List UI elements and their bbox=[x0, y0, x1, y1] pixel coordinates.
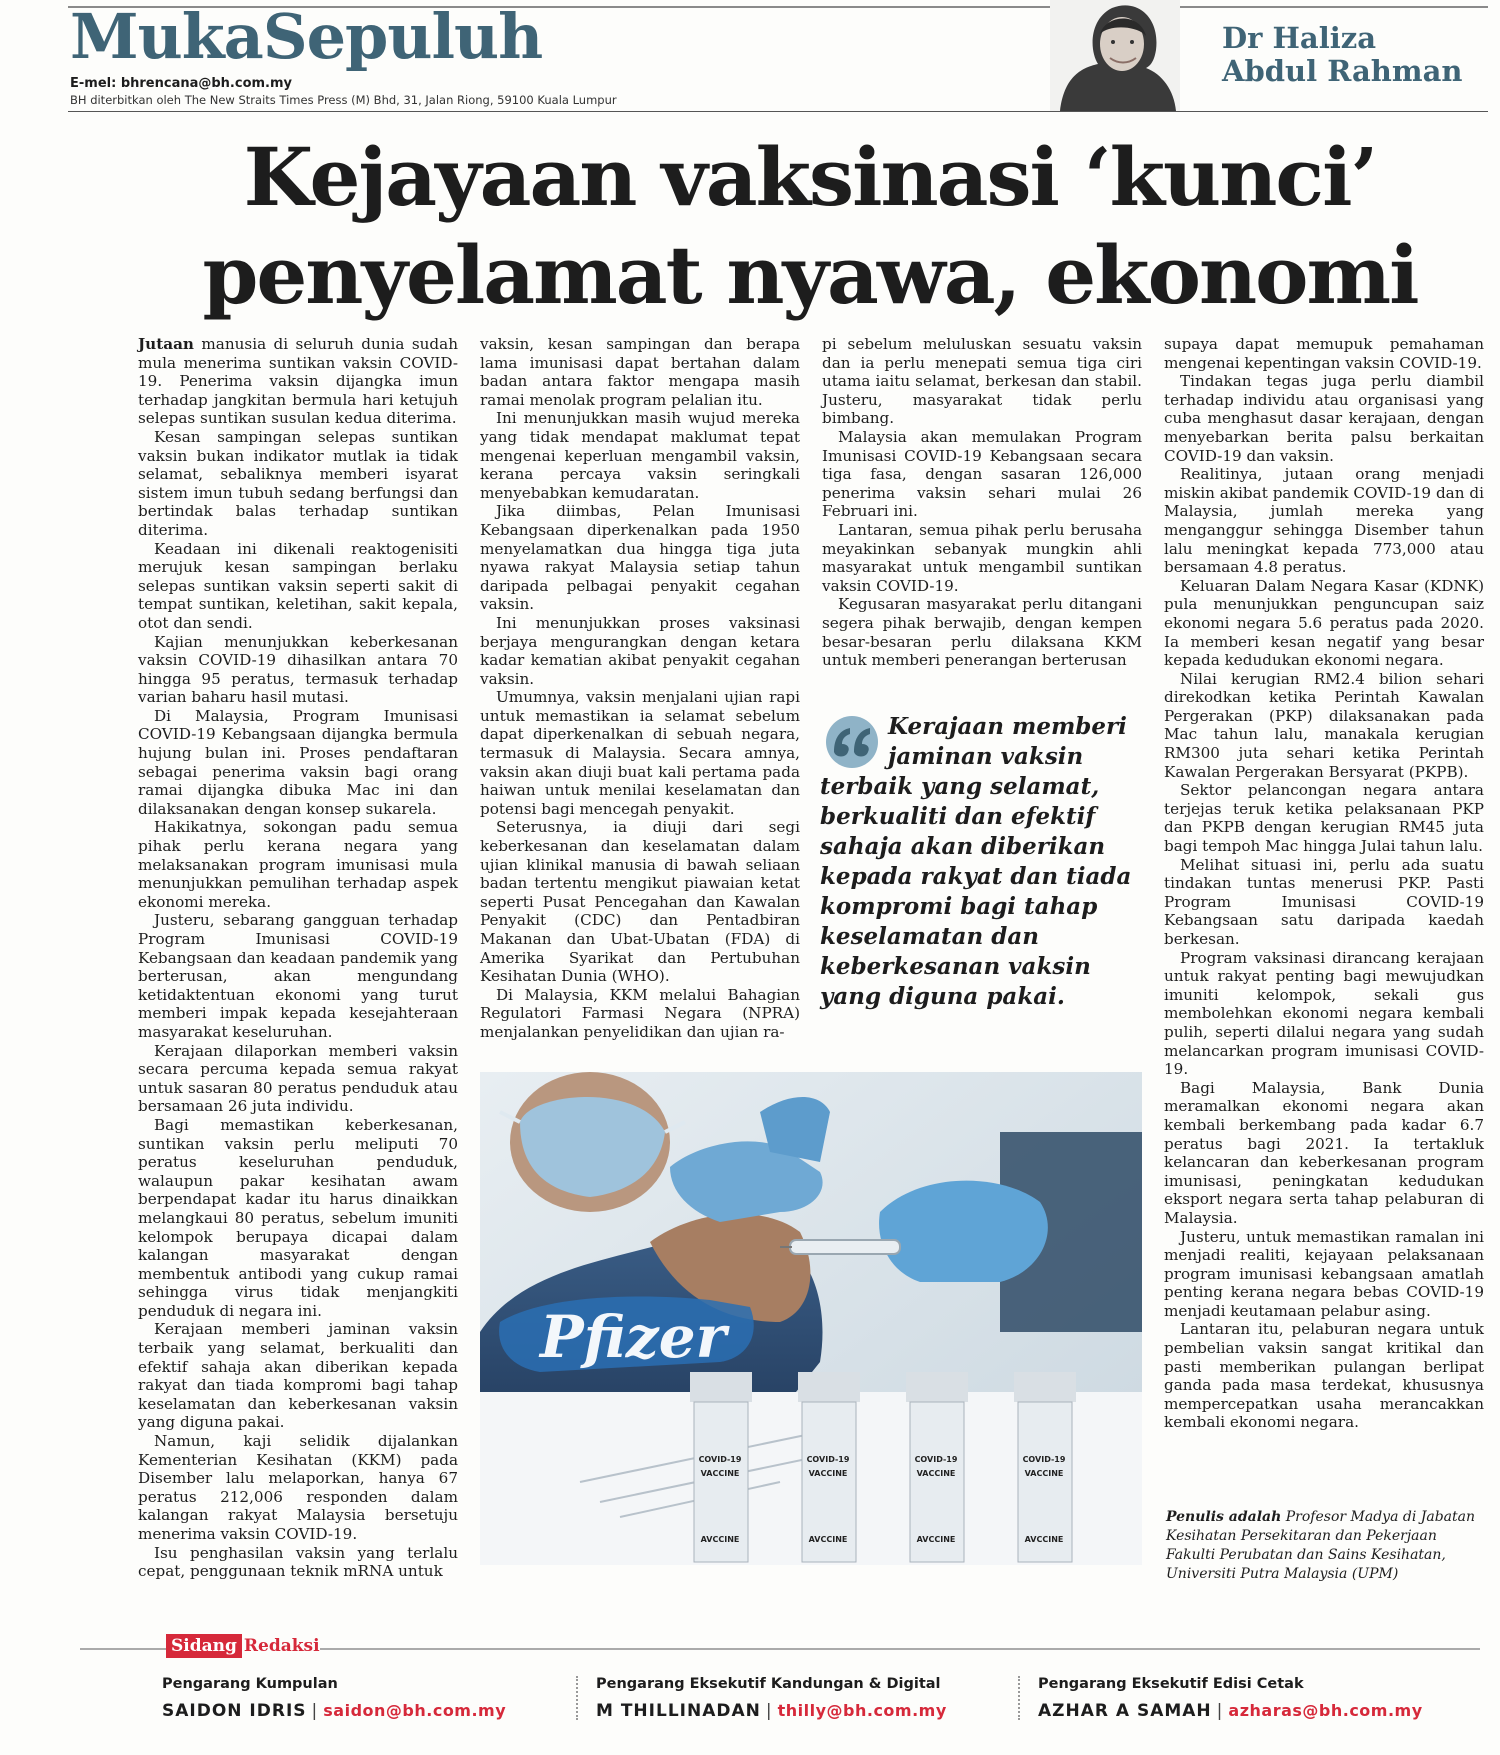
vial-label: VACCINE bbox=[916, 1469, 956, 1478]
editor-role: Pengarang Kumpulan bbox=[162, 1676, 338, 1692]
vial-label: AVCCINE bbox=[700, 1535, 740, 1544]
paragraph: Justeru, sebarang gangguan terhadap Program Imunisasi COVID-19 Kebangsaan dan keadaan pandemik yang berterusan, akan mengundang ketidaktentuan ekonomi yang turut memberi impak kepada kesejahteraan masyarakat keseluruhan. bbox=[138, 911, 458, 1041]
paragraph: Kajian menunjukkan keberkesanan vaksin COVID-19 dihasilkan antara 70 hingga 95 peratus, termasuk terhadap varian baharu hasil mutasi. bbox=[138, 632, 458, 707]
lead-word: Jutaan bbox=[138, 335, 194, 353]
paragraph: Kerajaan dilaporkan memberi vaksin secara percuma kepada semua rakyat untuk sasaran 80 peratus penduduk atau bersamaan 26 juta individu. bbox=[138, 1041, 458, 1116]
paragraph: Tindakan tegas juga perlu diambil terhadap individu atau organisasi yang cuba menghasut dasar kerajaan, dengan menyebarkan berita palsu berkaitan COVID-19 dan vaksin. bbox=[1164, 372, 1484, 465]
headline-line-2: penyelamat nyawa, ekonomi bbox=[202, 228, 1418, 322]
paragraph: supaya dapat memupuk pemahaman mengenai kepentingan vaksin COVID-19. bbox=[1164, 335, 1484, 372]
paragraph: Hakikatnya, sokongan padu semua pihak perlu kerana negara yang melaksanakan program imunisasi mula menunjukkan pemulihan terhadap aspek ekonomi mereka. bbox=[138, 818, 458, 911]
paragraph: Justeru, untuk memastikan ramalan ini menjadi realiti, kejayaan pelaksanaan program imunisasi kebangsaan amatlah penting kerana negara bebas COVID-19 menjadi keutamaan pelabur asing. bbox=[1164, 1227, 1484, 1320]
paragraph: Keadaan ini dikenali reaktogenisiti merujuk kesan sampingan berlaku selepas suntikan vaksin seperti sakit di tempat suntikan, keletihan, sakit kepala, otot dan sendi. bbox=[138, 539, 458, 632]
vial-label: AVCCINE bbox=[1024, 1535, 1064, 1544]
editor-credit: AZHAR A SAMAH | azharas@bh.com.my bbox=[1038, 1701, 1423, 1721]
author-first-name: Dr Haliza bbox=[1222, 21, 1377, 55]
publisher-line: BH diterbitkan oleh The New Straits Times Press (M) Bhd, 31, Jalan Riong, 59100 Kuala Lumpur bbox=[70, 93, 617, 107]
footer-divider bbox=[1018, 1676, 1020, 1720]
paragraph: Kegusaran masyarakat perlu ditangani segera pihak berwajib, dengan kempen besar-besaran perlu dilaksana KKM untuk memberi penerangan berterusan bbox=[822, 595, 1142, 670]
paragraph: Program vaksinasi dirancang kerajaan untuk rakyat penting bagi mewujudkan imuniti kelompok, sekali gus membolehkan ekonomi negara kembali pulih, seperti dilalui negara yang sudah melancarkan program imunisasi COVID-19. bbox=[1164, 948, 1484, 1079]
editor-email-link[interactable]: thilly@bh.com.my bbox=[777, 1701, 947, 1720]
paragraph: Di Malaysia, Program Imunisasi COVID-19 Kebangsaan dijangka bermula hujung bulan ini. Proses pendaftaran sebagai penerima vaksin bagi orang ramai dijangka dibuka Mac ini dan dilaksanakan dengan konsep sukarela. bbox=[138, 706, 458, 818]
paragraph: Lantaran, semua pihak perlu berusaha meyakinkan sebanyak mungkin ahli masyarakat untuk mengambil suntikan vaksin COVID-19. bbox=[822, 520, 1142, 595]
author-note-text: Profesor Madya di Jabatan Kesihatan Persekitaran dan Pekerjaan Fakulti Perubatan dan Sains Kesihatan, Universiti Putra Malaysia (UPM) bbox=[1166, 1509, 1476, 1582]
vial-label: VACCINE bbox=[700, 1469, 740, 1478]
editor-email-link[interactable]: saidon@bh.com.my bbox=[323, 1701, 507, 1720]
paragraph: Melihat situasi ini, perlu ada suatu tindakan tuntas menerusi PKP. Pasti Program Imunisasi COVID-19 Kebangsaan satu daripada kaedah berkesan. bbox=[1164, 855, 1484, 948]
paragraph: Kesan sampingan selepas suntikan vaksin bukan indikator mutlak ia tidak selamat, sebaliknya memberi isyarat sistem imun tubuh sedang berfungsi dan bertindak balas terhadap suntikan diterima. bbox=[138, 427, 458, 539]
paragraph: Umumnya, vaksin menjalani ujian rapi untuk memastikan ia selamat sebelum dapat diperkenalkan di sebuah negara, termasuk di Malaysia. Secara amnya, vaksin akan diuji buat kali pertama pada haiwan untuk menilai keselamatan dan potensi bagi mencegah penyakit. bbox=[480, 688, 800, 818]
paragraph: Kerajaan memberi jaminan vaksin terbaik yang selamat, berkualiti dan efektif sahaja akan diberikan kepada rakyat dan tiada kompromi bagi tahap keselamatan dan keberkesanan vaksin yang diguna pakai. bbox=[138, 1320, 458, 1432]
author-note-lead: Penulis adalah bbox=[1166, 1509, 1282, 1525]
paragraph: Nilai kerugian RM2.4 bilion sehari direkodkan ketika Perintah Kawalan Pergerakan (PKP) dilaksanakan pada Mac tahun lalu, manakala kerugian RM300 juta sehari ketika Perintah Kawalan Pergerakan Bersyarat (PKPB). bbox=[1164, 669, 1484, 781]
headline bbox=[0, 128, 1500, 324]
editor-name: M THILLINADAN bbox=[596, 1701, 761, 1721]
paragraph: Realitinya, jutaan orang menjadi miskin akibat pandemik COVID-19 dan di Malaysia, jumlah mereka yang menganggur sehingga Disember tahun lalu meningkat kepada 773,000 atau bersamaan 4.8 peratus. bbox=[1164, 465, 1484, 577]
editor-role: Pengarang Eksekutif Kandungan & Digital bbox=[596, 1676, 941, 1692]
vial-label: VACCINE bbox=[808, 1469, 848, 1478]
vial-label: COVID-19 bbox=[806, 1455, 850, 1464]
paragraph: pi sebelum meluluskan sesuatu vaksin dan ia perlu menepati semua tiga ciri utama iaitu selamat, berkesan dan stabil. Justeru, masyarakat tidak perlu bimbang. bbox=[822, 335, 1142, 428]
paragraph: Ini menunjukkan masih wujud mereka yang tidak mendapat maklumat tepat mengenai keperluan mengambil vaksin, kerana percaya vaksin seringkali menyebabkan kemudaratan. bbox=[480, 409, 800, 502]
vial-label: VACCINE bbox=[1024, 1469, 1064, 1478]
vial-label: COVID-19 bbox=[698, 1455, 742, 1464]
editor-credit: SAIDON IDRIS | saidon@bh.com.my bbox=[162, 1701, 507, 1721]
footer-divider bbox=[576, 1676, 578, 1720]
pull-quote-text: Kerajaan memberi jaminan vaksin terbaik yang selamat, berkualiti dan efektif sahaja akan diberikan kepada rakyat dan tiada kompromi bagi tahap keselamatan dan keberkesanan vaksin yang diguna pakai. bbox=[820, 713, 1132, 1010]
paragraph: Di Malaysia, KKM melalui Bahagian Regulatori Farmasi Negara (NPRA) menjalankan penyelidikan dan ujian ra- bbox=[480, 985, 800, 1041]
pull-quote bbox=[820, 712, 1142, 1012]
vial-label: COVID-19 bbox=[1022, 1455, 1066, 1464]
quote-mark-icon bbox=[820, 714, 884, 770]
paragraph: Keluaran Dalam Negara Kasar (KDNK) pula menunjukkan penguncupan saiz ekonomi negara 5.6 peratus pada 2020. Ia memberi kesan negatif yang besar kepada kedudukan ekonomi negara. bbox=[1164, 576, 1484, 670]
article-column-4 bbox=[1164, 335, 1484, 1485]
paragraph: Malaysia akan memulakan Program Imunisasi COVID-19 Kebangsaan secara tiga fasa, dengan sasaran 126,000 penerima vaksin sehari mulai 26 Februari ini. bbox=[822, 427, 1142, 521]
pfizer-logo: Pfizer bbox=[540, 1303, 727, 1371]
editor-name: AZHAR A SAMAH bbox=[1038, 1701, 1212, 1721]
paragraph: vaksin, kesan sampingan dan berapa lama imunisasi dapat bertahan dalam badan antara faktor mengapa masih ramai menolak program pelalian itu. bbox=[480, 335, 800, 409]
paragraph: Sektor pelancongan negara antara terjejas teruk ketika pelaksanaan PKP dan PKPB dengan kerugian RM45 juta bagi tempoh Mac hingga Julai tahun lalu. bbox=[1164, 781, 1484, 856]
vial-label: AVCCINE bbox=[916, 1535, 956, 1544]
section-email: E-mel: bhrencana@bh.com.my bbox=[70, 76, 293, 91]
paragraph: Bagi Malaysia, Bank Dunia meramalkan ekonomi negara akan kembali berkembang pada kadar 6.7 peratus bagi 2021. Ia tertakluk kelancaran dan keberkesanan program imunisasi, peningkatan kedudukan eksport negara serta tahap pelaburan di Malaysia. bbox=[1164, 1078, 1484, 1227]
editor-credit: M THILLINADAN | thilly@bh.com.my bbox=[596, 1701, 947, 1721]
headline-line-1: Kejayaan vaksinasi ‘kunci’ bbox=[243, 130, 1377, 224]
paragraph: Isu penghasilan vaksin yang terlalu cepat, penggunaan teknik mRNA untuk bbox=[138, 1543, 458, 1581]
editor-role: Pengarang Eksekutif Edisi Cetak bbox=[1038, 1676, 1304, 1692]
editorial-board-badge: Sidang Redaksi bbox=[166, 1636, 320, 1656]
editor-name: SAIDON IDRIS bbox=[162, 1701, 307, 1721]
paragraph: Bagi memastikan keberkesanan, suntikan vaksin perlu meliputi 70 peratus keseluruhan penduduk, walaupun pakar kesihatan awam berpendapat kadar itu harus dinaikkan melangkaui 80 peratus, sebelum imuniti kelompok berupaya dicapai dalam kalangan masyarakat dengan membentuk antibodi yang cukup ramai sehingga virus tidak menjangkiti penduduk di negara ini. bbox=[138, 1115, 458, 1320]
paragraph: Seterusnya, ia diuji dari segi keberkesanan dan keselamatan dalam ujian klinikal manusia di bawah seliaan badan tertentu mengikut piawaian ketat seperti Pusat Pencegahan dan Kawalan Penyakit (CDC) dan Pentadbiran Makanan dan Ubat-Ubatan (FDA) di Amerika Syarikat dan Pertubuhan Kesihatan Dunia (WHO). bbox=[480, 818, 800, 986]
vial-label: COVID-19 bbox=[914, 1455, 958, 1464]
editor-email-link[interactable]: azharas@bh.com.my bbox=[1228, 1701, 1423, 1720]
section-title: MukaSepuluh bbox=[70, 0, 543, 73]
vaccination-photo bbox=[480, 1072, 1142, 1565]
header-rule bbox=[68, 111, 1488, 112]
article-column-1 bbox=[138, 335, 458, 1585]
author-photo bbox=[1050, 0, 1180, 111]
paragraph: Ini menunjukkan proses vaksinasi berjaya mengurangkan dengan ketara kadar kematian akibat penyakit cegahan vaksin. bbox=[480, 613, 800, 688]
paragraph: Jika diimbas, Pelan Imunisasi Kebangsaan diperkenalkan pada 1950 menyelamatkan dua hingga tiga juta nyawa rakyat Malaysia setiap tahun daripada pelbagai penyakit cegahan vaksin. bbox=[480, 502, 800, 614]
vial-label: AVCCINE bbox=[808, 1535, 848, 1544]
author-note bbox=[1166, 1508, 1488, 1584]
article-column-3 bbox=[822, 335, 1142, 670]
paragraph: Namun, kaji selidik dijalankan Kementerian Kesihatan (KKM) pada Disember lalu melaporkan, hanya 67 peratus 212,006 responden dalam kalangan rakyat Malaysia bersetuju menerima vaksin COVID-19. bbox=[138, 1432, 458, 1543]
author-name bbox=[1222, 22, 1462, 88]
author-last-name: Abdul Rahman bbox=[1222, 54, 1463, 88]
paragraph: Lantaran itu, pelaburan negara untuk pembelian vaksin sangat kritikal dan pasti memberikan pulangan berlipat ganda pada masa terdekat, khususnya mempercepatkan usaha merancakkan kembali ekonomi negara. bbox=[1164, 1320, 1484, 1432]
article-column-2 bbox=[480, 335, 800, 1055]
paragraph: Jutaan manusia di seluruh dunia sudah mula menerima suntikan vaksin COVID-19. Penerima vaksin dijangka imun terhadap jangkitan bermula hari ketujuh selepas suntikan susulan kedua diterima. bbox=[138, 335, 458, 428]
